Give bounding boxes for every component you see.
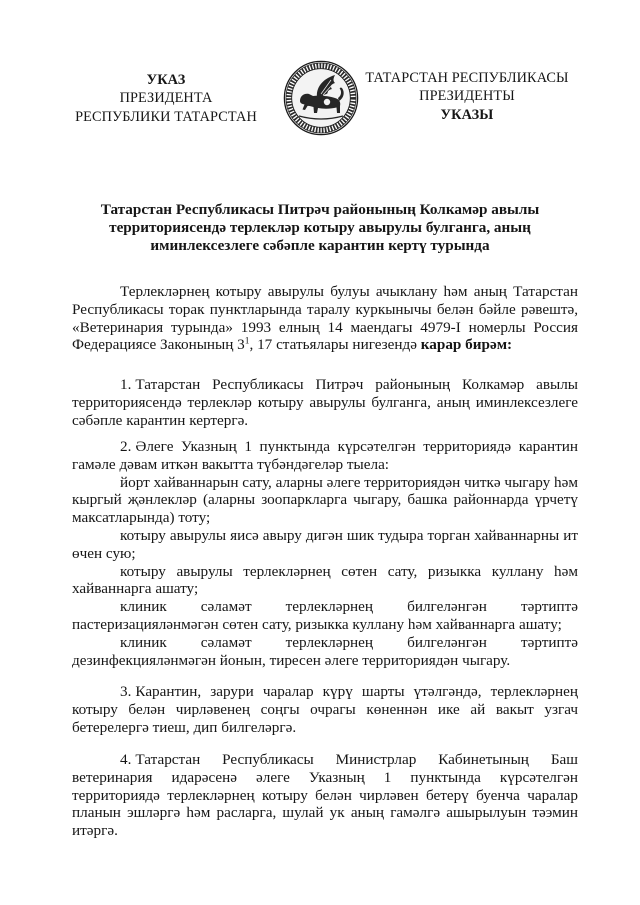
header-russian-line: УКАЗ — [146, 72, 186, 88]
title-line: Татарстан Республикасы Питрәч районының Колкамәр авылы — [100, 201, 540, 218]
text-line — [120, 683, 578, 701]
law-reference-text: , 17 статьялары нигезендә — [249, 336, 421, 354]
title-line: территориясендә терлекләр котыру авырулы булганга, аның — [109, 219, 531, 236]
text-line: котыру авырулы терлекләрнең сөтен сату, ризыкка куллану һәм — [120, 562, 578, 580]
header-russian-block — [56, 71, 276, 126]
text-line: клиник сәламәт терлекләрнең билгеләнгән тәртиптә — [120, 598, 578, 616]
text-line-content: Татарстан Республикасы Министрлар Кабинетының Баш — [135, 751, 578, 768]
header-russian-line: ПРЕЗИДЕНТА — [119, 90, 213, 107]
prohibition-item — [72, 634, 578, 670]
text-line — [120, 438, 578, 456]
article-superscript: 1 — [244, 336, 250, 347]
text-line-content: Татарстан Республикасы Питрәч районының Колкамәр авылы — [135, 376, 578, 393]
text-line: котыру авырулы яисә авыру дигән шик тудыра торган хайваннарны ит — [120, 526, 578, 544]
title-line: иминлексезлеге сәбәпле карантин кертү турында — [150, 237, 490, 254]
decree-title — [40, 201, 600, 255]
text-line: дезинфекцияләнмәгән йонын, тиресен әлеге территориядән чыгару. — [72, 651, 511, 669]
prohibition-item — [72, 563, 578, 599]
text-line: пастеризацияләнмәгән сөтен сату, ризыкка куллану һәм хайваннарга ашату; — [72, 615, 562, 633]
prohibition-item — [72, 527, 578, 563]
text-line: гамәле дәвам иткән вакытта түбәндәгеләр тыела: — [72, 455, 390, 473]
text-line: ветеринария идарәсенә әлеге Указның 1 пунктында күрсәтелгән — [72, 768, 578, 786]
preamble-paragraph — [72, 283, 578, 354]
item-number: 3. — [120, 683, 132, 700]
text-line: территориясендә терлекләр котыру авырулы булганга, аның иминлексезлеге — [72, 393, 578, 411]
text-line — [72, 336, 578, 354]
text-line: сәбәпле карантин кертергә. — [72, 411, 249, 429]
text-line: өчен сую; — [72, 544, 136, 562]
text-line: йорт хайваннарын сату, аларны әлеге территориядән читкә чыгару һәм — [120, 473, 578, 491]
header-russian-line: РЕСПУБЛИКИ ТАТАРСТАН — [75, 108, 257, 125]
text-line — [120, 376, 578, 394]
coat-of-arms-icon — [283, 60, 359, 136]
text-line: Терлекләрнең котыру авырулы булуы ачыклану һәм аның Татарстан — [120, 283, 578, 300]
header-tatar-block — [357, 69, 577, 124]
text-line: планын эшләргә һәм расларга, шулай ук аның гамәлгә ашырылуын тәэмин — [72, 804, 578, 822]
text-line-content: Әлеге Указның 1 пунктында күрсәтелгән территориядә карантин — [135, 438, 578, 455]
header-tatar-line: УКАЗЫ — [440, 106, 494, 123]
text-line: бетерелергә тиеш, дип билгеләргә. — [72, 718, 297, 736]
leopard-shield — [323, 98, 330, 105]
text-line: Республикасы торак пунктларында таралу куркынычы белән бәйле рәвештә, — [72, 300, 578, 318]
decree-resolution-phrase: карар бирәм: — [420, 336, 513, 354]
item-number: 2. — [120, 438, 132, 455]
text-line-content: Карантин, зарури чаралар күрү шарты үтәлгәндә, терлекләрнең — [135, 683, 578, 700]
text-line: итәргә. — [72, 822, 118, 840]
prohibition-item — [72, 598, 578, 634]
item-3-paragraph — [72, 683, 578, 736]
item-2-paragraph — [72, 438, 578, 669]
text-line — [120, 751, 578, 769]
text-line: клиник сәламәт терлекләрнең билгеләнгән тәртиптә — [120, 633, 578, 651]
item-number: 1. — [120, 376, 132, 393]
text-line: котыру белән чирләвенең соңгы очрагы көненнән ике ай вакыт узгач — [72, 700, 578, 718]
text-line: «Ветеринария турында» 1993 елның 14 маендагы 4979-I номерлы Россия — [72, 318, 578, 336]
law-reference-text: Федерациясе Законының 3 — [72, 336, 245, 354]
prohibition-item — [72, 474, 578, 527]
text-line: кыргый җәнлекләр (аларны зоопаркларга чыгару, башка районнарда үрчетү — [72, 491, 578, 509]
item-number: 4. — [120, 751, 132, 768]
header-tatar-line: ПРЕЗИДЕНТЫ — [419, 88, 515, 105]
item-1-paragraph — [72, 376, 578, 429]
header-tatar-line: ТАТАРСТАН РЕСПУБЛИКАСЫ — [365, 70, 569, 86]
text-line: хайваннарга ашату; — [72, 580, 199, 598]
text-line: территориядә терлекләрнең котыру белән чирләвен бетерү буенча чаралар — [72, 786, 578, 804]
text-line: максатларында) тоту; — [72, 509, 211, 527]
item-4-paragraph — [72, 751, 578, 840]
